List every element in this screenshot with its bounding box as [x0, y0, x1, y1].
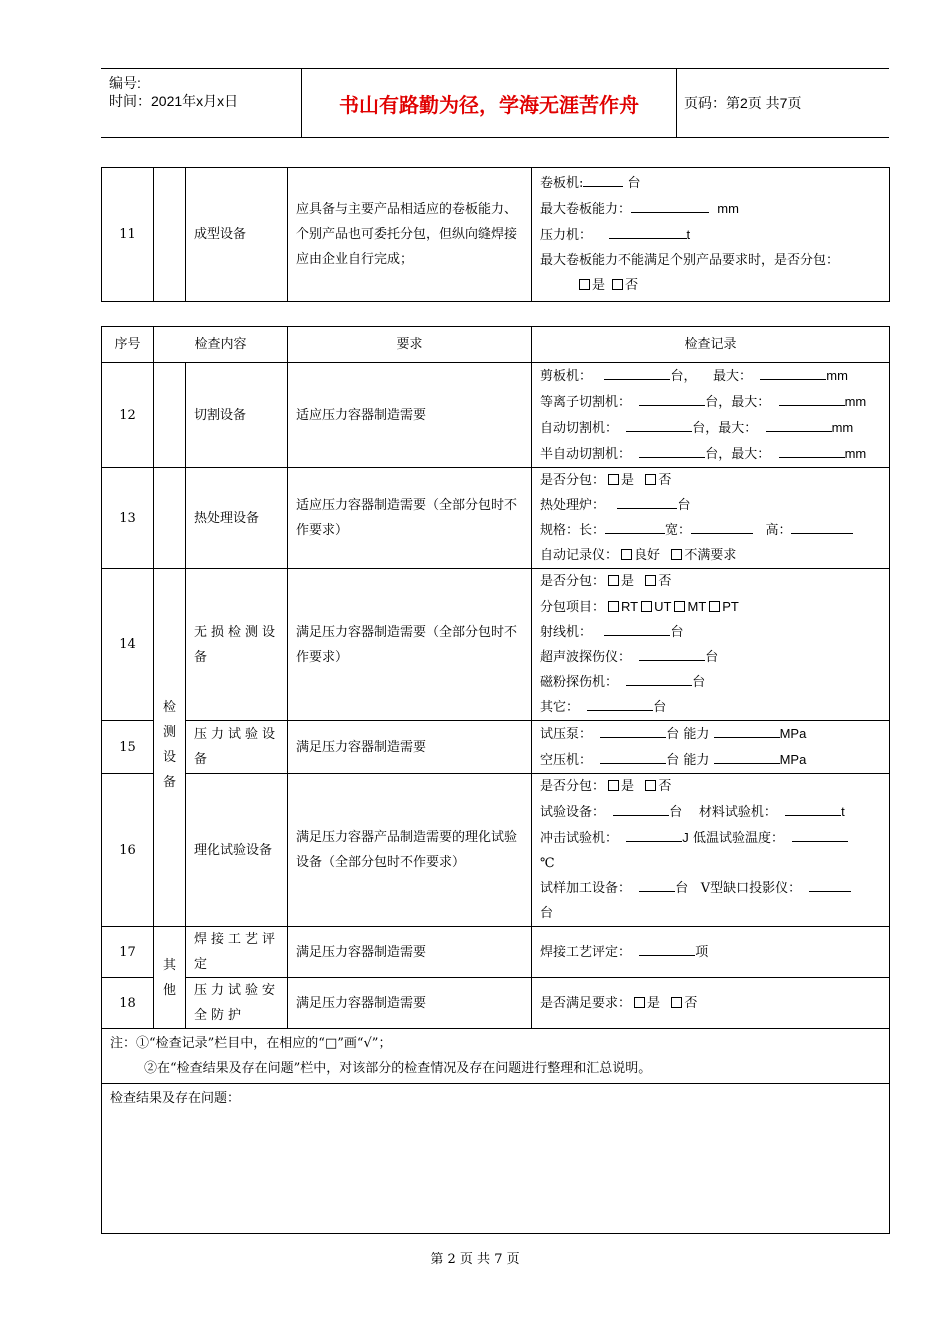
note-2: ②在“检查结果及存在问题”栏中，对该部分的检查情况及存在问题进行整理和汇总说明。: [144, 1061, 652, 1076]
checkbox[interactable]: [641, 601, 652, 612]
item-name: 理化试验设备: [186, 774, 288, 927]
item-name: 无损检测设备: [186, 569, 288, 721]
requirement: 满足压力容器制造需要: [288, 978, 532, 1029]
record-cell: 是否分包： 是 否 分包项目： RT UT MT PT 射线机： 台 超声波探伤仪： 台 磁粉探伤机： 台 其它： 台: [532, 569, 890, 721]
category-other: 其他: [154, 927, 186, 1029]
row-number: 15: [102, 721, 154, 774]
header-seq: 序号: [102, 327, 154, 363]
checkbox[interactable]: [608, 780, 619, 791]
item-name: 热处理设备: [186, 468, 288, 569]
blank-field[interactable]: [766, 418, 832, 432]
category-cell: [154, 168, 186, 302]
requirement: 适应压力容器制造需要: [288, 363, 532, 468]
blank-field[interactable]: [639, 444, 705, 458]
checkbox[interactable]: [645, 474, 656, 485]
record-cell: 是否满足要求： 是 否: [532, 978, 890, 1029]
header-meta-cell: [101, 69, 302, 137]
blank-field[interactable]: [600, 724, 666, 738]
checkbox[interactable]: [645, 780, 656, 791]
blank-field[interactable]: [760, 366, 826, 380]
blank-field[interactable]: [600, 750, 666, 764]
equipment-table-main: [101, 326, 890, 1234]
code-label: 编号:: [109, 75, 141, 91]
table-row: [102, 569, 890, 721]
time-text: 时间：2021年x月x日: [109, 93, 239, 109]
checkbox[interactable]: [608, 601, 619, 612]
note-1: 注：①“检查记录”栏目中，在相应的“□”画“√”；: [110, 1036, 392, 1051]
header-motto: 书山有路勤为径，学海无涯苦作舟: [302, 69, 677, 137]
checkbox[interactable]: [621, 549, 632, 560]
checkbox[interactable]: [608, 474, 619, 485]
item-name: 切割设备: [186, 363, 288, 468]
record-cell: 试压泵： 台 能力 MPa 空压机： 台 能力 MPa: [532, 721, 890, 774]
blank-field[interactable]: [583, 173, 623, 187]
row-number: 12: [102, 363, 154, 468]
checkbox[interactable]: [674, 601, 685, 612]
checkbox[interactable]: [608, 575, 619, 586]
blank-field[interactable]: [714, 750, 780, 764]
header-page-info: 页码：第2页 共7页: [684, 95, 802, 111]
record-cell: 卷板机: 台 最大卷板能力： mm 压力机： t 最大卷板能力不能满足个别产品要求时，是否分包： 是 否: [532, 168, 890, 302]
header-content: 检查内容: [154, 327, 288, 363]
blank-field[interactable]: [779, 392, 845, 406]
checkbox[interactable]: [634, 997, 645, 1008]
blank-field[interactable]: [639, 878, 675, 892]
requirement: 适应压力容器制造需要（全部分包时不作要求）: [288, 468, 532, 569]
page-footer: 第 2 页 共 7 页: [430, 1252, 520, 1267]
blank-field[interactable]: [604, 366, 670, 380]
blank-field[interactable]: [604, 622, 670, 636]
record-cell: 是否分包： 是 否 热处理炉： 台 规格：长： 宽： 高： 自动记录仪： 良好 不满要求: [532, 468, 890, 569]
result-cell[interactable]: [102, 1084, 890, 1234]
row-number: 14: [102, 569, 154, 721]
record-cell: 剪板机： 台， 最大： mm 等离子切割机： 台，最大： mm 自动切割机： 台，最大： mm 半自动切割机： 台，最大： mm: [532, 363, 890, 468]
category-cell: [154, 468, 186, 569]
table-row: [102, 363, 890, 468]
blank-field[interactable]: [691, 520, 753, 534]
blank-field[interactable]: [639, 647, 705, 661]
row-number: 13: [102, 468, 154, 569]
table-row: [102, 774, 890, 927]
blank-field[interactable]: [626, 672, 692, 686]
record-cell: 焊接工艺评定： 项: [532, 927, 890, 978]
checkbox[interactable]: [612, 279, 623, 290]
blank-field[interactable]: [609, 225, 687, 239]
blank-field[interactable]: [613, 802, 669, 816]
requirement: 应具备与主要产品相适应的卷板能力、个别产品也可委托分包，但纵向缝焊接应由企业自行完成；: [288, 168, 532, 302]
blank-field[interactable]: [617, 495, 677, 509]
blank-field[interactable]: [626, 418, 692, 432]
item-name: 压力试验安全防护: [186, 978, 288, 1029]
row-number: 16: [102, 774, 154, 927]
checkbox[interactable]: [645, 575, 656, 586]
item-name: 压力试验设备: [186, 721, 288, 774]
document-header: [101, 68, 889, 138]
blank-field[interactable]: [626, 828, 682, 842]
row-number: 11: [102, 168, 154, 302]
table-row: [102, 721, 890, 774]
blank-field[interactable]: [779, 444, 845, 458]
notes-row: [102, 1029, 890, 1084]
notes-cell: [102, 1029, 890, 1084]
blank-field[interactable]: [714, 724, 780, 738]
table-row: [102, 468, 890, 569]
blank-field[interactable]: [605, 520, 665, 534]
checkbox[interactable]: [671, 549, 682, 560]
result-label: 检查结果及存在问题：: [110, 1091, 241, 1106]
requirement: 满足压力容器制造需要（全部分包时不作要求）: [288, 569, 532, 721]
blank-field[interactable]: [809, 878, 851, 892]
blank-field[interactable]: [785, 802, 841, 816]
header-record: 检查记录: [532, 327, 890, 363]
category-detection: 检测设备: [154, 569, 186, 927]
header-requirement: 要求: [288, 327, 532, 363]
blank-field[interactable]: [792, 828, 848, 842]
checkbox[interactable]: [709, 601, 720, 612]
blank-field[interactable]: [791, 520, 853, 534]
checkbox[interactable]: [579, 279, 590, 290]
requirement: 满足压力容器制造需要: [288, 927, 532, 978]
row-number: 18: [102, 978, 154, 1029]
table-row: [102, 168, 890, 302]
item-name: 成型设备: [186, 168, 288, 302]
blank-field[interactable]: [639, 392, 705, 406]
blank-field[interactable]: [631, 199, 709, 213]
table-row: [102, 927, 890, 978]
table-row: [102, 978, 890, 1029]
equipment-table-top: [101, 167, 890, 302]
table-header-row: [102, 327, 890, 363]
blank-field[interactable]: [587, 697, 653, 711]
result-row: [102, 1084, 890, 1234]
category-cell: [154, 363, 186, 468]
item-name: 焊接工艺评定: [186, 927, 288, 978]
record-cell: 是否分包： 是 否 试验设备： 台 材料试验机： t 冲击试验机： J 低温试验温度： ℃ 试样加工设备： 台 V型缺口投影仪： 台: [532, 774, 890, 927]
blank-field[interactable]: [639, 942, 695, 956]
checkbox[interactable]: [671, 997, 682, 1008]
requirement: 满足压力容器产品制造需要的理化试验设备（全部分包时不作要求）: [288, 774, 532, 927]
requirement: 满足压力容器制造需要: [288, 721, 532, 774]
row-number: 17: [102, 927, 154, 978]
